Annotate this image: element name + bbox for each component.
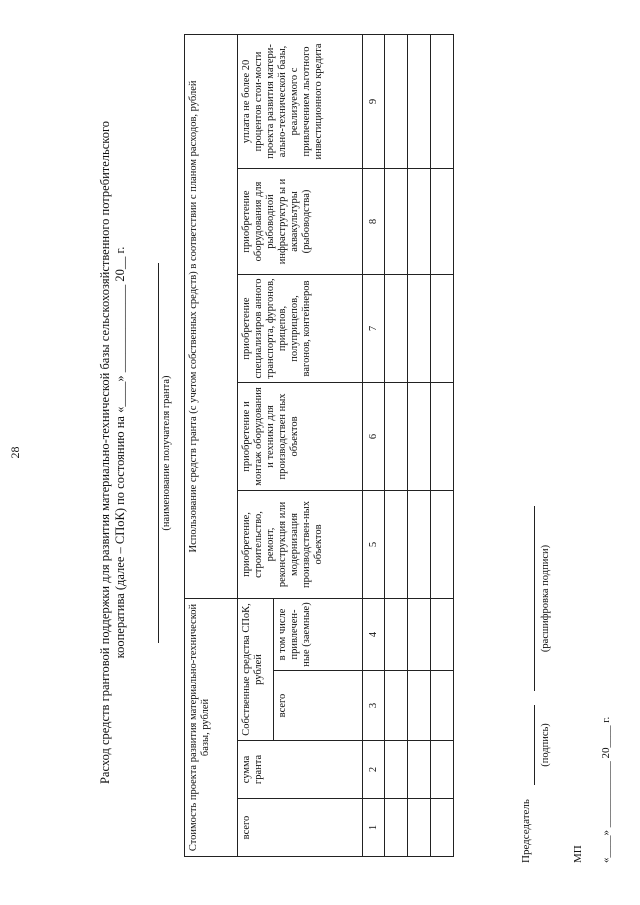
table-row [430, 34, 453, 856]
column-number: 1 [363, 799, 385, 857]
signature-decode-line [534, 506, 535, 691]
signature-line [534, 705, 535, 785]
header-grant-use: Использование средств гранта (с учетом собственных средств) в соответствии с планом расходов, рублей [185, 34, 238, 598]
column-number: 9 [363, 34, 385, 168]
header-own-funds: Собственные средства СПоК, рублей [237, 598, 273, 740]
table-cell [407, 34, 430, 168]
table-cell [430, 671, 453, 741]
table-row [384, 34, 407, 856]
table-cell [384, 741, 407, 799]
signature-caption: (подпись) [540, 723, 551, 767]
table-cell [384, 274, 407, 382]
chairman-label: Председатель [520, 799, 532, 863]
table-row [407, 34, 430, 856]
table-cell [384, 671, 407, 741]
column-number: 4 [363, 598, 385, 670]
header-total: всего [237, 799, 362, 857]
table-cell [407, 382, 430, 490]
signature-date: «____» ____________ 20____ г. [600, 716, 612, 863]
table-cell [430, 382, 453, 490]
table-cell [407, 741, 430, 799]
table-cell [384, 34, 407, 168]
column-number: 3 [363, 671, 385, 741]
column-number: 7 [363, 274, 385, 382]
table-cell [384, 799, 407, 857]
table-cell [407, 168, 430, 274]
column-number: 8 [363, 168, 385, 274]
header-col-5: приобретение, строительство, ремонт, реконструкция или модернизация производствен-ных объектов [237, 490, 362, 598]
table-cell [384, 598, 407, 670]
seal-mark: МП [572, 845, 584, 863]
table-cell [384, 490, 407, 598]
table-cell [407, 799, 430, 857]
recipient-name-line [158, 263, 159, 643]
table-cell [430, 799, 453, 857]
page-number: 28 [8, 446, 22, 459]
column-number: 6 [363, 382, 385, 490]
table-cell [384, 382, 407, 490]
table-cell [430, 741, 453, 799]
grant-expense-table [184, 34, 454, 857]
signature-decode-caption: (расшифровка подписи) [540, 544, 551, 653]
table-cell [430, 274, 453, 382]
header-project-cost: Стоимость проекта развития материально-технической базы, рублей [185, 598, 238, 856]
table-cell [407, 274, 430, 382]
table-cell [407, 671, 430, 741]
table-cell [430, 34, 453, 168]
header-col-8: приобретение оборудования для рыбоводной инфраструктур ы и аквакультуры (рыбоводства) [237, 168, 362, 274]
table-cell [430, 598, 453, 670]
table-cell [430, 490, 453, 598]
recipient-caption: (наименование получателя гранта) [161, 375, 172, 531]
column-number: 2 [363, 741, 385, 799]
header-grant-sum: сумма гранта [237, 741, 362, 799]
table-cell [384, 168, 407, 274]
header-own-total: всего [273, 671, 363, 741]
column-number: 5 [363, 490, 385, 598]
table-cell [407, 490, 430, 598]
header-own-borrowed: в том числе привлечен-ные (заемные) [273, 598, 363, 670]
header-col-7: приобретение специализиров анного транспорта, фургонов, прицепов, полуприцепов, вагонов, контейнеров [237, 274, 362, 382]
document-title-line-1: Расход средств грантовой поддержки для развития материально-технической базы сельскохозяйственного потребительского [98, 120, 112, 785]
header-col-9: уплата не более 20 процентов стои-мости проекта развития матери-ально-технической базы, реализуемого с привлечением льготного инвестиционного кредита [237, 34, 362, 168]
table-cell [407, 598, 430, 670]
document-title-line-2: кооператива (далее – СПоК) по состоянию на «____» ______________ 20__ г. [113, 246, 127, 659]
table-cell [430, 168, 453, 274]
header-col-6: приобретение и монтаж оборудования и техники для производствен ных объектов [237, 382, 362, 490]
